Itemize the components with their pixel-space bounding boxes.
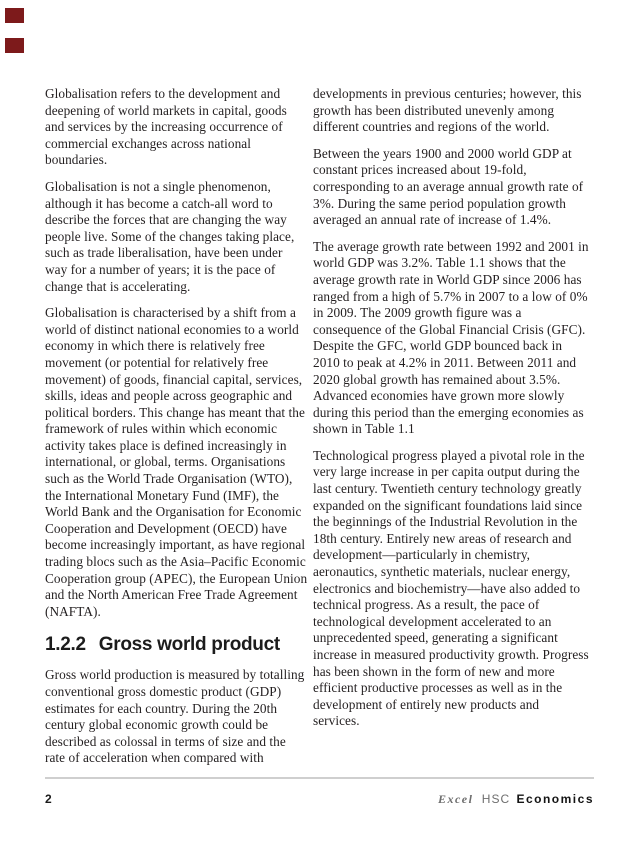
section-number: 1.2.2: [45, 634, 86, 656]
section-title: Gross world product: [98, 634, 280, 656]
chapter-edge-tab: [5, 38, 24, 53]
brand-subject: Economics: [516, 792, 594, 806]
page-number: 2: [45, 792, 52, 806]
body-paragraph: Globalisation is characterised by a shift from a world of distinct national economies to a world economy in which there is relatively free movement (or potential for relatively free movement) of goods, financial capital, services, skills, ideas and people across geographic and political borders. This change has meant that the framework of rules within which economic activity takes place is defined increasingly in international, or global, terms. Organisations such as the World Trade Organisation (WTO), the International Monetary Fund (IMF), the World Bank and the Organisation for Economic Cooperation and Development (OECD) have become increasingly important, as have regional trading blocs such as the Asia–Pacific Economic Cooperation group (APEC), the European Union and the North American Free Trade Agreement (NAFTA).: [45, 305, 308, 619]
body-paragraph: Technological progress played a pivotal role in the very large increase in per capita output during the last century. Twentieth century technology greatly expanded on the significant foundations laid since the beginnings of the Industrial Revolution in the 18th century. Entirely new areas of research and development—particularly in chemistry, aeronautics, synthetic materials, nuclear energy, electronics and biochemistry—have also added to technical progress. As a result, the pace of technological development accelerated to an unprecedented speed, generating a significant increase in measured productivity growth. Progress has been shown in the form of new and more efficient productive processes as well as in the development of entirely new products and services.: [313, 447, 589, 729]
body-paragraph: Globalisation refers to the development and deepening of world markets in capital, goods and services by the increasing occurrence of commercial exchanges across national boundaries.: [45, 86, 287, 168]
right-column: [313, 86, 589, 740]
footer-rule: [45, 777, 594, 779]
book-brand: [438, 792, 594, 807]
body-paragraph: Globalisation is not a single phenomenon, although it has become a catch-all word to describe the forces that are changing the way people live. Some of the changes taking place, such as trade liberalisation, have been under way for a number of years; it is the pace of change that is accelerating.: [45, 178, 295, 294]
brand-excel: Excel: [437, 792, 474, 806]
section-heading: [45, 634, 308, 656]
chapter-edge-tab: [5, 8, 24, 23]
body-paragraph: Gross world production is measured by totalling conventional gross domestic product (GDP) estimates for each country. During the 20th century global economic growth could be described as colossal in terms of size and the rate of acceleration when compared with: [45, 667, 305, 766]
body-paragraph: Between the years 1900 and 2000 world GDP at constant prices increased about 19-fold, corresponding to an average annual growth rate of 3%. During the same period population growth averaged an annual rate of increase of 1.4%.: [313, 145, 584, 228]
left-column: [45, 86, 308, 777]
brand-hsc: HSC: [481, 792, 511, 806]
body-paragraph: The average growth rate between 1992 and 2001 in world GDP was 3.2%. Table 1.1 shows that the average growth rate in World GDP since 2006 has ranged from a high of 5.7% in 2007 to a low of 0% in 2009. The 2009 growth figure was a consequence of the Global Financial Crisis (GFC). Despite the GFC, world GDP bounced back in 2010 to peak at 4.2% in 2011. Between 2011 and 2020 global growth has remained about 3.5%. Advanced economies have grown more slowly during this period than the emerging economies as shown in Table 1.1: [313, 238, 589, 437]
page-footer: [45, 792, 594, 808]
body-paragraph: developments in previous centuries; however, this growth has been distributed unevenly among different countries and regions of the world.: [313, 86, 582, 135]
